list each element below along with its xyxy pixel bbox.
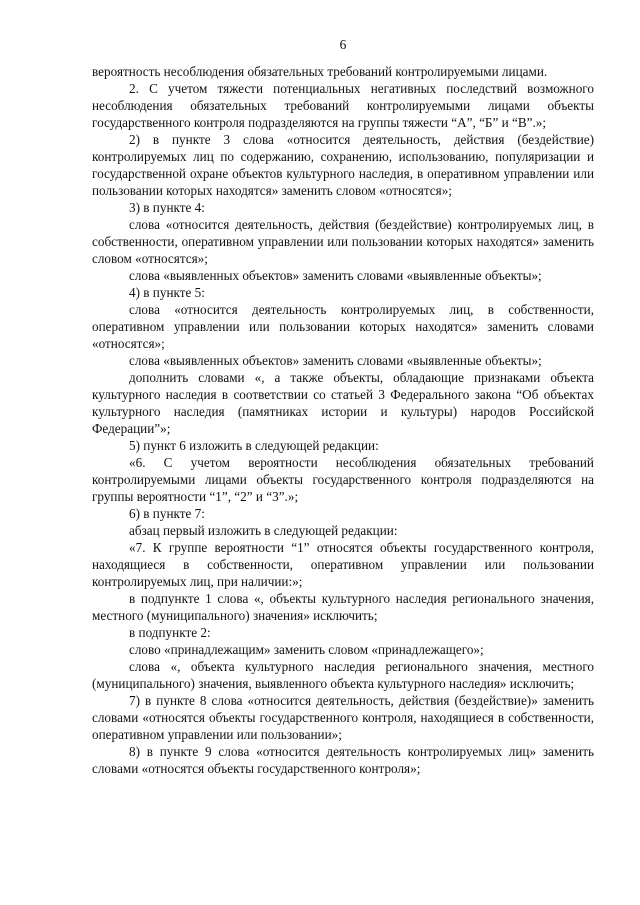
paragraph: 8) в пункте 9 слова «относится деятельность контролируемых лиц» заменить словами «относятся объекты государственного контроля»; xyxy=(92,744,594,776)
paragraph: 7) в пункте 8 слова «относится деятельность, действия (бездействие)» заменить словами «относятся объекты государственного контроля, находящиеся в собственности, оперативном управлении или пользовании»; xyxy=(92,693,594,742)
paragraph: 5) пункт 6 изложить в следующей редакции: xyxy=(129,438,379,453)
paragraph: 6) в пункте 7: xyxy=(129,506,205,521)
paragraph: слова «относится деятельность контролируемых лиц, в собственности, оперативном управлении или пользовании которых находятся» заменить словами «относятся»; xyxy=(92,302,594,351)
paragraph: «7. К группе вероятности “1” относятся объекты государственного контроля, находящиеся в собственности, оперативном управлении или пользовании контролируемых лиц, при наличии:»; xyxy=(92,540,594,589)
paragraph: «6. С учетом вероятности несоблюдения обязательных требований контролируемыми лицами объекты государственного контроля подразделяются на группы вероятности “1”, “2” и “3”.»; xyxy=(92,455,594,504)
paragraph: вероятность несоблюдения обязательных требований контролируемыми лицами. xyxy=(92,64,548,79)
paragraph: 3) в пункте 4: xyxy=(129,200,205,215)
paragraph: в подпункте 2: xyxy=(129,625,211,640)
paragraph: в подпункте 1 слова «, объекты культурного наследия регионального значения, местного (муниципального) значения» исключить; xyxy=(92,591,594,623)
paragraph: дополнить словами «, а также объекты, обладающие признаками объекта культурного наследия в соответствии со статьей 3 Федерального закона “Об объектах культурного наследия (памятниках истории и культуры) народов Российской Федерации”»; xyxy=(92,370,594,436)
paragraph: абзац первый изложить в следующей редакции: xyxy=(129,523,398,538)
paragraph: слова «относится деятельность, действия (бездействие) контролируемых лиц, в собственности, оперативном управлении или пользовании которых находятся» заменить словом «относятся»; xyxy=(92,217,594,266)
paragraph: 4) в пункте 5: xyxy=(129,285,205,300)
page-number: 6 xyxy=(339,37,347,52)
paragraph: 2. С учетом тяжести потенциальных негативных последствий возможного несоблюдения обязательных требований контролируемыми лицами объекты государственного контроля подразделяются на группы тяжести “А”, “Б” и “В”.»; xyxy=(92,81,594,130)
paragraph: слова «выявленных объектов» заменить словами «выявленные объекты»; xyxy=(129,353,542,368)
paragraph: слова «выявленных объектов» заменить словами «выявленные объекты»; xyxy=(129,268,542,283)
paragraph: 2) в пункте 3 слова «относится деятельность, действия (бездействие) контролируемых лиц по содержанию, сохранению, использованию, популяризации и государственной охране объектов культурного наследия, в оперативном управлении или пользовании которых находятся» заменить словом «относятся»; xyxy=(92,132,594,198)
paragraph: слово «принадлежащим» заменить словом «принадлежащего»; xyxy=(129,642,484,657)
paragraph: слова «, объекта культурного наследия регионального значения, местного (муниципального) значения, выявленного объекта культурного наследия» исключить; xyxy=(92,659,594,691)
document-body xyxy=(92,63,594,777)
